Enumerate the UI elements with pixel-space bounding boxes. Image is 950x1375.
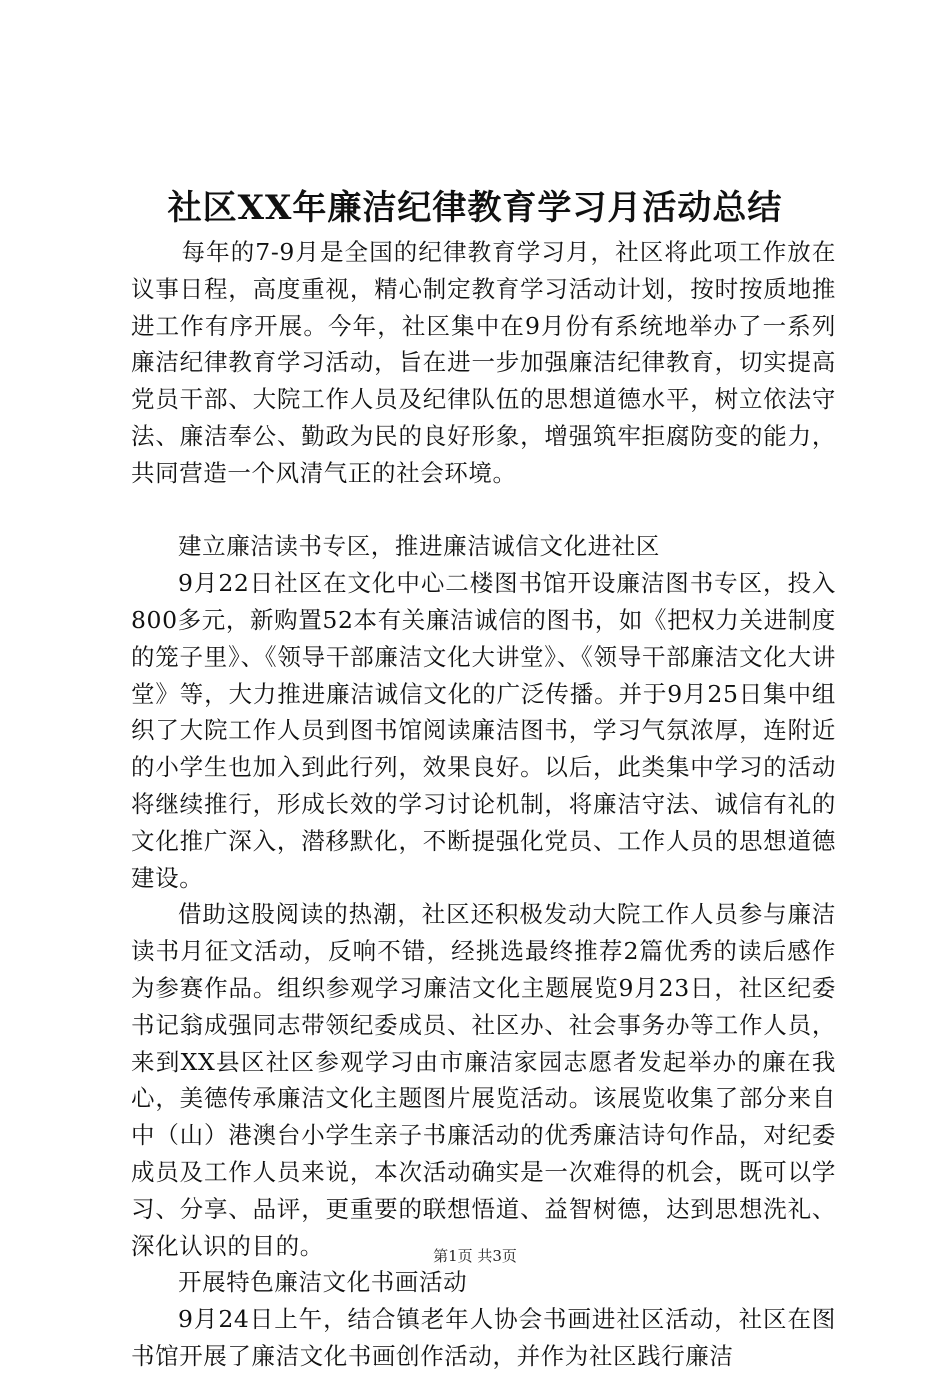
section-heading-calligraphy: 开展特色廉洁文化书画活动 — [178, 1268, 468, 1297]
paragraph-spacer — [131, 492, 836, 529]
paragraph-calligraphy: 9月24日上午，结合镇老年人协会书画进社区活动，社区在图书馆开展了廉洁文化书画创作活动，并作为社区践行廉洁 — [131, 1305, 836, 1370]
document-title: 社区XX年廉洁纪律教育学习月活动总结 — [167, 188, 783, 228]
document-body — [131, 234, 836, 1375]
page-number-footer: 第1页 共3页 — [433, 1247, 517, 1265]
paragraph-reading-zone: 9月22日社区在文化中心二楼图书馆开设廉洁图书专区，投入800多元，新购置52本有关廉洁诚信的图书，如《把权力关进制度的笼子里》、《领导干部廉洁文化大讲堂》、《领导干部廉洁文化大讲堂》等，大力推进廉洁诚信文化的广泛传播。并于9月25日集中组织了大院工作人员到图书馆阅读廉洁图书，学习气氛浓厚，连附近的小学生也加入到此行列，效果良好。以后，此类集中学习的活动将继续推行，形成长效的学习讨论机制，将廉洁守法、诚信有礼的文化推广深入，潜移默化，不断提强化党员、工作人员的思想道德建设。 — [131, 569, 836, 892]
paragraph-intro: 每年的7-9月是全国的纪律教育学习月，社区将此项工作放在议事日程，高度重视，精心制定教育学习活动计划，按时按质地推进工作有序开展。今年，社区集中在9月份有系统地举办了一系列廉洁纪律教育学习活动，旨在进一步加强廉洁纪律教育，切实提高党员干部、大院工作人员及纪律队伍的思想道德水平，树立依法守法、廉洁奉公、勤政为民的良好形象，增强筑牢拒腐防变的能力，共同营造一个风清气正的社会环境。 — [131, 238, 836, 487]
paragraph-essay-exhibition: 借助这股阅读的热潮，社区还积极发动大院工作人员参与廉洁读书月征文活动，反响不错，经挑选最终推荐2篇优秀的读后感作为参赛作品。组织参观学习廉洁文化主题展览9月23日，社区纪委书记翁成强同志带领纪委成员、社区办、社会事务办等工作人员，来到XX县区社区参观学习由市廉洁家园志愿者发起举办的廉在我心，美德传承廉洁文化主题图片展览活动。该展览收集了部分来自中（山）港澳台小学生亲子书廉活动的优秀廉洁诗句作品，对纪委成员及工作人员来说，本次活动确实是一次难得的机会，既可以学习、分享、品评，更重要的联想悟道、益智树德，达到思想洗礼、深化认识的目的。 — [131, 900, 836, 1260]
section-heading-reading-zone: 建立廉洁读书专区，推进廉洁诚信文化进社区 — [178, 532, 660, 561]
